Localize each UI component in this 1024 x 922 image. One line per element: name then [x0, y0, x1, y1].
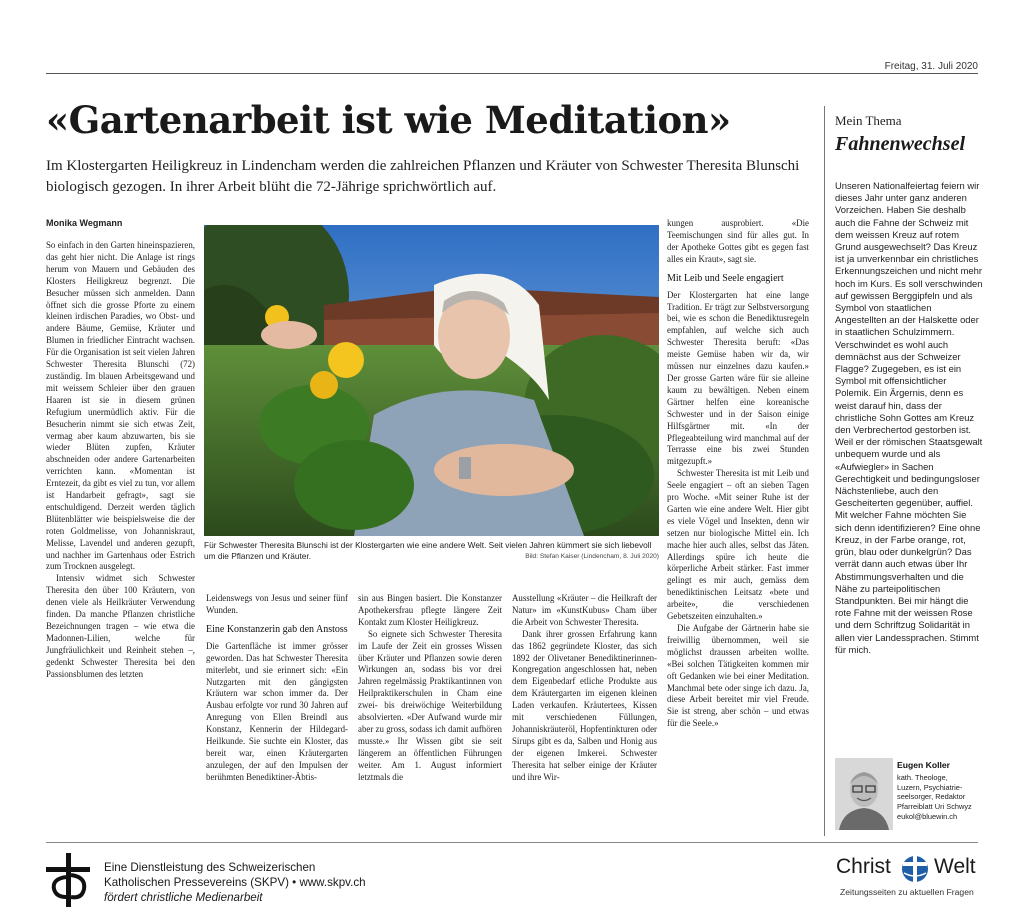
- article-byline: Monika Wegmann: [46, 218, 123, 228]
- paragraph: Dank ihrer grossen Erfahrung kann das 1862 gegründete Kloster, das sich 1892 der Olivetaner Benediktinerinnen-Kongregation angeschlossen hat, neben dem Eigenbedarf etliche Produkte aus dem Kräutergarten im eigenen kleinen Laden verkaufen. Kräutertees, Kissen mit verschiedenen Füllungen, Johanniskräuteröl, Hopfentinkturen oder Sirups gibt es da, Salben und Honig aus der eigenen Imkerei. Schwester Theresita hat selber einige der Kräuter und ihre Wir-: [512, 628, 657, 782]
- article-column-5: [667, 218, 809, 730]
- paragraph: So einfach in den Garten hineinspazieren, das geht hier nicht. Die Anlage ist rings herum von Mauern und Gebäuden des Klosters Heiligkreuz begrenzt. Die Besucher müssen sich anmelden. Dann öffnet sich die grosse Pforte zu einem kleinen irdischen Paradies, wo Obst- und andere Bäume, Gemüse, Kräuter und Blumen in friedlicher Eintracht wachsen. Für die Organisation ist seit vielen Jahren Schwester Theresita Blunschi (72) zuständig. Im blauen Arbeitsgewand und mit weissem Schleier über den grauen Haaren ist sie in diesem grünen Refugium unermüdlich aktiv. Für die Besucherin nimmt sie sich etwas Zeit, vermag aber kaum abzuwarten, bis sie wieder Blüten zupfen, Kräuter abschneiden oder andere Gartenarbeiten verrichten kann. «Momentan ist Erntezeit, da gibt es viel zu tun, vor allem ist Handarbeit gefragt», sagt sie entschuldigend. Derzeit werden täglich Blütenblätter wie beispielsweise die der roten Goldmelisse, von Johanniskraut, Melisse, Lavendel und anderen gezupft, und nachher im Gartenhaus oder Estrich zum Trocknen ausgelegt.: [46, 240, 195, 572]
- issue-date: Freitag, 31. Juli 2020: [884, 61, 978, 72]
- photo-caption: Für Schwester Theresita Blunschi ist der Klostergarten wie eine andere Welt. Seit vielen Jahren kümmert sie sich liebevoll um die Pflanzen und Kräuter.: [204, 540, 652, 561]
- author-bio: [897, 773, 983, 822]
- paragraph: sin aus Bingen basiert. Die Konstanzer Apothekersfrau pflegte längere Zeit Kontakt zum Kloster Heiligkreuz.: [358, 593, 502, 627]
- brand-tagline: Zeitungsseiten zu aktuellen Fragen: [840, 887, 974, 897]
- sidebar-title: Fahnenwechsel: [835, 133, 966, 155]
- subheading: Eine Konstanzerin gab den Anstoss: [206, 623, 348, 635]
- sidebar-label: Mein Thema: [835, 113, 902, 128]
- paragraph: Ausstellung «Kräuter – die Heilkraft der Natur» im «KunstKubus» Cham über die Arbeit von Schwester Theresita.: [512, 593, 657, 627]
- author-portrait: [835, 758, 893, 830]
- author-name: Eugen Koller: [897, 760, 951, 770]
- christ-welt-logo: [836, 855, 982, 883]
- paragraph: Die Aufgabe der Gärtnerin habe sie freiwillig übernommen, weil sie möglichst draussen arbeiten wollte. «Bei solchen Tätigkeiten kommen mir oft Gedanken wie bei einer Meditation. Manchmal bete oder singe ich dazu. Ja, diese Arbeit bereitet mir viel Freude. Sie ist streng, aber schön – und etwas für die Seele.»: [667, 623, 809, 729]
- paragraph: So eignete sich Schwester Theresita im Laufe der Zeit ein grosses Wissen über Kräuter und Pflanzen sowie deren Wirkungen an, sodass bis vor drei Jahren regelmässig Praktikantinnen von Heilpraktikerschulen in Cham eine zwei- bis dreiwöchige Weiterbildung absolvierten. «Der Aufwand wurde mir aber zu gross, sodass ich damit aufhören musste.» Ihr Wissen gibt sie seit längerem an öffentlichen Führungen weiter. Am 1. August informiert letztmals die: [358, 628, 502, 782]
- author-bio-line: Pfarreiblatt Uri Schwyz: [897, 802, 972, 812]
- brand-christ: Christ: [836, 855, 891, 878]
- paragraph: kungen ausprobiert. «Die Teemischungen sind für alles gut. In der Apotheke Gottes gibt es gegen fast alles ein Kraut», sagt sie.: [667, 218, 809, 264]
- paragraph: Schwester Theresita ist mit Leib und Seele engagiert – oft an sieben Tagen pro Woche. «Mit seiner Ruhe ist der Garten wie eine andere Welt. Hier gibt es viele Vögel und Insekten, denn wir setzen nur biologische Mittel ein. Ich mache hier auch alles, selbst das Jäten. Allerdings spüre ich heute die körperliche Arbeit stärker. Fast immer gelingt es mir auch, gemäss dem benediktinischen Leitsatz «bete und arbeite», die verschiedenen Gebetszeiten einzuhalten.»: [667, 468, 809, 622]
- paragraph: Die Gartenfläche ist immer grösser geworden. Das hat Schwester Theresita miterlebt, und sie erinnert sich: «Ein Nutzgarten mit den gängigsten Kräutern war schon immer da. Der Ausbau erfolgte vor rund 30 Jahren auf Anregung von Ellen Breindl aus Konstanz, Kennerin der Hildegard-Heilkunde. Sie suchte ein Kloster, das bereit war, einen Kräutergarten anzulegen, der auf den Impulsen der berühmten Benediktiner-Äbtis-: [206, 640, 348, 782]
- sidebar-divider: [824, 106, 825, 836]
- paragraph: Leidenswegs von Jesus und seiner fünf Wunden.: [206, 593, 348, 615]
- skpv-slogan: fördert christliche Medienarbeit: [104, 891, 263, 904]
- article-column-4: [512, 593, 657, 784]
- skpv-cross-logo-icon: [46, 853, 90, 907]
- article-column-2: [206, 593, 348, 784]
- article-headline: «Gartenarbeit ist wie Meditation»: [46, 98, 731, 142]
- bottom-divider: [46, 842, 978, 843]
- nun-with-roses-photo: [204, 225, 659, 536]
- author-email: eukol@bluewin.ch: [897, 811, 958, 821]
- author-bio-line: Luzern, Psychiatrie-: [897, 782, 963, 792]
- article-column-3: [358, 593, 502, 784]
- author-bio-line: seelsorger, Redaktor: [897, 792, 966, 802]
- article-photo: [204, 225, 659, 536]
- paragraph: Intensiv widmet sich Schwester Theresita den über 100 Kräutern, von denen viele als Heilkräuter Verwendung finden. Da manche Pflanzen christliche Bezeichnungen tragen – wie etwa die Madonnen-Lilien, welche für Jungfräulichkeit und Reinheit stehen –, gedenkt Schwester Theresita bei den Passionsblumen des letzten: [46, 573, 195, 679]
- article-lead: Im Klostergarten Heiligkreuz in Lindencham werden die zahlreichen Pflanzen und Kräuter von Schwester Theresita Blunschi biologisch gezogen. In ihrer Arbeit blüht die 72-Jährige sprichwörtlich auf.: [46, 158, 800, 195]
- globe-cross-icon: [896, 853, 934, 883]
- photo-credit: Bild: Stefan Kaiser (Lindencham, 8. Juli 2020): [525, 553, 659, 560]
- subheading: Mit Leib und Seele engagiert: [667, 272, 784, 284]
- article-column-1: [46, 240, 195, 681]
- skpv-text-line: Eine Dienstleistung des Schweizerischen: [104, 861, 316, 874]
- sidebar-text: Unseren Nationalfeiertag feiern wir dieses Jahr unter ganz anderen Vorzeichen. Haben Sie deshalb auch die Fahne der Schweiz mit dem weissen Kreuz auf rotem Grund ausgewechselt? Das Kreuz ist ja unverkennbar ein christliches Erkennungszeichen und nicht mehr hoch im Kurs. Es soll verschwinden auf gewissen Berggipfeln und als Symbol von staatlichen Angestellten an der Halskette oder in staatlichen Schulzimmern. Verschwindet es wohl auch demnächst aus der Schweizer Flagge? Zugegeben, es ist ein Symbol mit offensichtlicher Polemik. Ein Ärgernis, denn es weist darauf hin, dass der christliche Sohn Gottes am Kreuz den Verbrechertod gestorben ist. Weil er der römischen Staatsgewalt unbequem wurde und als «Aufwiegler» in Sachen Gerechtigkeit und bedingungsloser Nächstenliebe, auch den Gescheiterten gegenüber, auffiel. Mit welcher Fahne möchten Sie sich denn identifizieren? Eine ohne Kreuz, in der Farbe orange, rot, grün, blau oder dunkelgrün? Das verrät dann auch etwas über Ihr Abstimmungsverhalten und die Nähe zu parteipolitischen Standpunkten. Bei mir hängt die rote Fahne mit der weissen Rose und dem Schriftzug Solidarität in allen vier Landessprachen. Stimmt für mich.: [835, 180, 983, 655]
- paragraph: Der Klostergarten hat eine lange Tradition. Er trägt zur Selbstversorgung bei, wie es schon die Benediktusregeln empfahlen, auf welche sich auch Schwester Theresita beruft: «Das meiste Gemüse haben wir da, wir müssen nur einzelnes dazu kaufen.» Der grosse Garten wäre für sie alleine kaum zu bewältigen. Neben einem Gärtner helfen eine koreanische Schwester und in der Saison einige Hilfsgärtner mit. «In der Pflegeabteilung wird manchmal auf der Terrasse eine bis zwei Stunden mitgezupft.»: [667, 289, 809, 467]
- skpv-text-line: Katholischen Pressevereins (SKPV) • www.skpv.ch: [104, 876, 366, 889]
- brand-welt: Welt: [934, 855, 976, 878]
- top-divider: [46, 73, 978, 74]
- author-bio-line: kath. Theologe,: [897, 773, 948, 782]
